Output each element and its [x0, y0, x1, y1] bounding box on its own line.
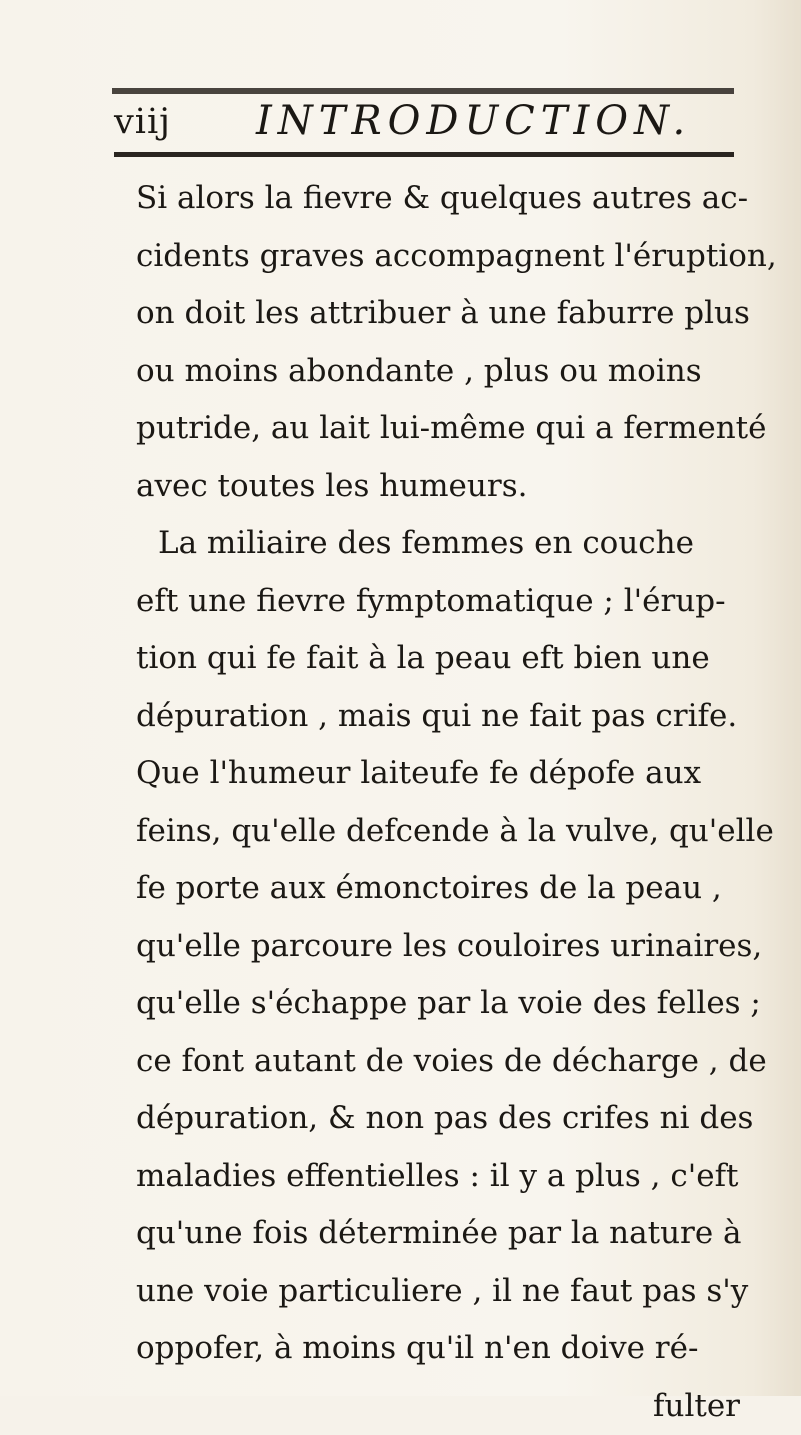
text-line: La miliaire des femmes en couche — [136, 515, 746, 573]
text-line: dépuration , mais qui ne fait pas crife. — [136, 688, 746, 746]
page-number: viij — [114, 102, 171, 142]
text-line: fe porte aux émonctoires de la peau , — [136, 860, 746, 918]
body-text — [136, 170, 746, 1435]
page-header — [114, 96, 734, 152]
text-line: ce font autant de voies de décharge , de — [136, 1033, 746, 1091]
text-line: Que l'humeur laiteufe fe dépofe aux — [136, 745, 746, 803]
running-title: INTRODUCTION. — [256, 98, 691, 144]
text-line: oppofer, à moins qu'il n'en doive ré- — [136, 1320, 746, 1378]
text-line: tion qui fe fait à la peau eft bien une — [136, 630, 746, 688]
text-line: eft une fievre fymptomatique ; l'érup- — [136, 573, 746, 631]
text-line: feins, qu'elle defcende à la vulve, qu'elle — [136, 803, 746, 861]
top-ornament-rule — [112, 88, 734, 94]
catchword: fulter — [136, 1378, 746, 1435]
text-line: qu'elle parcoure les couloires urinaires, — [136, 918, 746, 976]
text-line: maladies effentielles : il y a plus , c'eft — [136, 1148, 746, 1206]
text-line: avec toutes les humeurs. — [136, 458, 746, 516]
text-line: qu'une fois déterminée par la nature à — [136, 1205, 746, 1263]
header-rule — [114, 152, 734, 157]
text-line: une voie particuliere , il ne faut pas s'y — [136, 1263, 746, 1321]
text-line: dépuration, & non pas des crifes ni des — [136, 1090, 746, 1148]
text-line: Si alors la fievre & quelques autres ac- — [136, 170, 746, 228]
text-line: putride, au lait lui-même qui a fermenté — [136, 400, 746, 458]
text-line: qu'elle s'échappe par la voie des felles ; — [136, 975, 746, 1033]
text-line: cidents graves accompagnent l'éruption, — [136, 228, 746, 286]
text-line: ou moins abondante , plus ou moins — [136, 343, 746, 401]
text-line: on doit les attribuer à une faburre plus — [136, 285, 746, 343]
